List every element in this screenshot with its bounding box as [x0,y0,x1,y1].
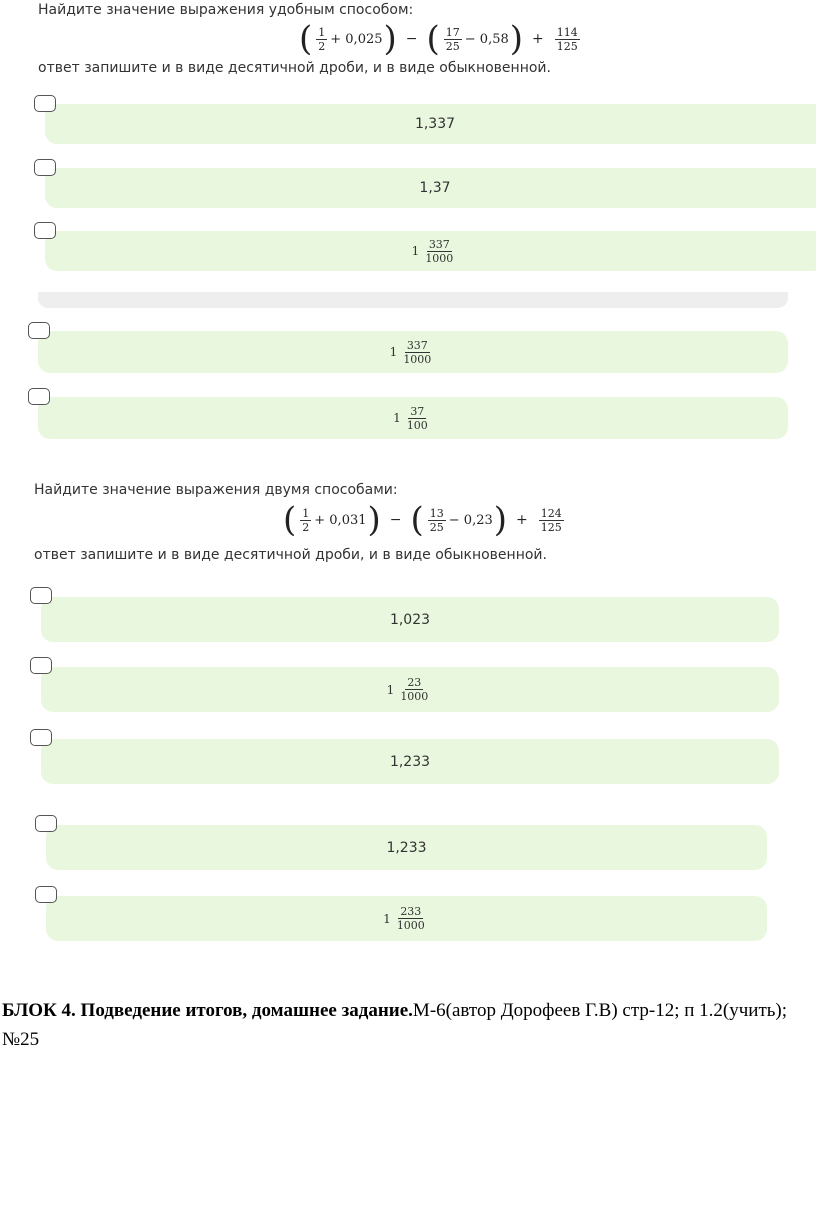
fraction: $\frac{124}{125}$ [540,506,562,534]
fraction: $\frac{17}{25}$ [445,25,460,53]
option-label: 1,337 [414,116,456,132]
left-paren: ( [299,19,313,59]
operator: + [516,512,528,528]
homework-block [2,996,802,1054]
left-paren: ( [283,500,297,540]
right-paren: ) [493,500,508,540]
checkbox[interactable] [30,657,52,674]
checkbox[interactable] [34,95,56,112]
option-label: 1,233 [386,839,427,856]
question2-title: Найдите значение выражения двумя способами: [34,482,398,498]
operator: − [405,31,418,47]
right-paren: ) [367,500,381,540]
checkbox[interactable] [30,587,52,604]
term: − 0,23 [448,512,493,528]
question2-expression [282,500,567,540]
checkbox[interactable] [35,886,57,903]
right-paren: ) [509,19,524,59]
answer-option[interactable] [38,397,788,439]
term: + 0,025 [330,31,383,47]
checkbox[interactable] [28,322,50,339]
answer-option[interactable] [45,104,816,144]
homework-text: М-6(автор Дорофеев Г.В) стр-12; п 1.2(учить); №25 [2,1000,788,1050]
option-label: 1,37 [419,180,451,196]
checkbox[interactable] [34,222,56,239]
checkbox[interactable] [35,815,57,832]
fraction: $\frac{1}{2}$ [302,506,310,534]
checkbox[interactable] [28,388,50,405]
question2-instruction: ответ запишите и в виде десятичной дроби, и в виде обыкновенной. [34,547,547,563]
option-label: 1,023 [389,611,431,628]
mixed-number: 1 $\frac{337}{1000}$ [411,237,454,265]
section-divider [38,292,788,308]
answer-option[interactable] [46,825,767,870]
left-paren: ( [410,500,424,540]
operator: − [389,512,402,528]
left-paren: ( [426,19,440,59]
option-label: 1,233 [389,753,431,770]
answer-option[interactable] [41,739,779,784]
fraction: $\frac{13}{25}$ [429,506,444,534]
fraction: $\frac{1}{2}$ [318,25,326,53]
mixed-number: 1 $\frac{23}{1000}$ [386,676,429,703]
answer-option[interactable] [46,896,767,941]
mixed-number: 1 $\frac{337}{1000}$ [389,338,432,366]
question1-instruction: ответ запишите и в виде десятичной дроби, и в виде обыкновенной. [38,60,551,76]
checkbox[interactable] [34,159,56,176]
question1-title: Найдите значение выражения удобным способом: [38,2,414,18]
term: − 0,58 [464,31,509,47]
term: + 0,031 [314,512,367,528]
right-paren: ) [383,19,397,59]
question1-expression [298,19,583,59]
answer-option[interactable] [41,667,779,712]
answer-option[interactable] [45,168,816,208]
block-heading: БЛОК 4. Подведение итогов, домашнее задание. [2,1000,413,1021]
mixed-number: 1 $\frac{37}{100}$ [393,404,428,432]
answer-option[interactable] [41,597,779,642]
answer-option[interactable] [38,331,788,373]
fraction: $\frac{114}{125}$ [556,25,578,53]
mixed-number: 1 $\frac{233}{1000}$ [383,905,425,932]
answer-option[interactable] [45,231,816,271]
checkbox[interactable] [30,729,52,746]
operator: + [532,31,544,47]
